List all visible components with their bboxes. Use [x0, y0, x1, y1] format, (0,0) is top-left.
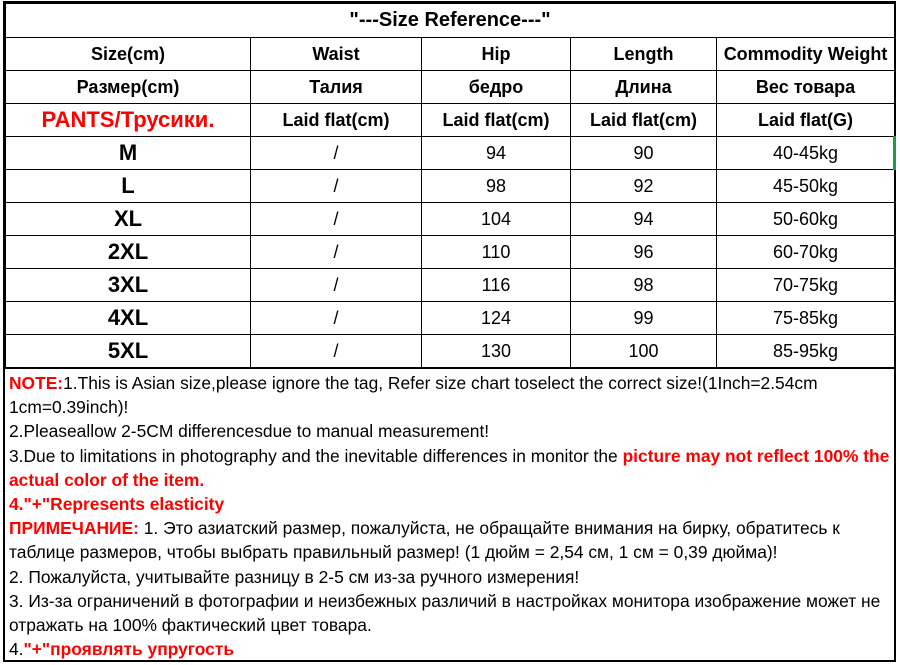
size-cell: XL — [6, 203, 251, 236]
hip-method: Laid flat(cm) — [422, 104, 571, 137]
header-row-ru — [6, 71, 895, 104]
notes-section — [5, 368, 894, 660]
note-label: NOTE: — [9, 373, 64, 393]
header-waist-ru: Талия — [251, 71, 422, 104]
table-row — [6, 203, 895, 236]
waist-cell: / — [251, 236, 422, 269]
length-cell: 100 — [571, 335, 717, 368]
hip-cell: 110 — [422, 236, 571, 269]
header-length: Length — [571, 38, 717, 71]
weight-cell: 85-95kg — [717, 335, 895, 368]
waist-cell: / — [251, 302, 422, 335]
table-row — [6, 137, 895, 170]
note-ru-2: 2. Пожалуйста, учитывайте разницу в 2-5 см из-за ручного измерения! — [9, 566, 580, 587]
length-method: Laid flat(cm) — [571, 104, 717, 137]
hip-cell: 98 — [422, 170, 571, 203]
length-cell: 98 — [571, 269, 717, 302]
weight-method: Laid flat(G) — [717, 104, 895, 137]
header-size-ru: Размер(cm) — [6, 71, 251, 104]
weight-cell: 70-75kg — [717, 269, 895, 302]
length-cell: 96 — [571, 236, 717, 269]
size-reference-sheet — [3, 1, 896, 662]
waist-cell: / — [251, 170, 422, 203]
waist-cell: / — [251, 269, 422, 302]
table-row — [6, 335, 895, 368]
note-1-text: 1.This is Asian size,please ignore the tag, Refer size chart toselect the correct size!(1Inch=2.54cm 1cm=0.39inch)! — [9, 373, 818, 418]
note-3-red: picture may not reflect 100% the actual color of the item. — [9, 445, 890, 490]
note-ru-1 — [9, 516, 891, 564]
header-weight: Commodity Weight — [717, 38, 895, 71]
weight-cell: 45-50kg — [717, 170, 895, 203]
header-weight-ru: Вес товара — [717, 71, 895, 104]
table-row — [6, 236, 895, 269]
size-table — [5, 3, 895, 368]
size-cell: 2XL — [6, 236, 251, 269]
weight-cell: 60-70kg — [717, 236, 895, 269]
size-cell: 4XL — [6, 302, 251, 335]
size-cell: 5XL — [6, 335, 251, 368]
header-length-ru: Длина — [571, 71, 717, 104]
note-ru-1-text: 1. Это азиатский размер, пожалуйста, не обращайте внимания на бирку, обратитесь к таблице размеров, чтобы выбрать правильный размер! (1 дюйм = 2,54 см, 1 см = 0,39 дюйма)! — [9, 518, 840, 563]
size-cell: M — [6, 137, 251, 170]
size-reference-title: "---Size Reference---" — [6, 4, 895, 38]
waist-cell: / — [251, 335, 422, 368]
header-row-method — [6, 104, 895, 137]
length-cell: 94 — [571, 203, 717, 236]
header-waist: Waist — [251, 38, 422, 71]
table-row — [6, 302, 895, 335]
hip-cell: 124 — [422, 302, 571, 335]
weight-cell: 50-60kg — [717, 203, 895, 236]
length-cell: 90 — [571, 137, 717, 170]
hip-cell: 130 — [422, 335, 571, 368]
waist-cell: / — [251, 137, 422, 170]
header-hip-ru: бедро — [422, 71, 571, 104]
header-hip: Hip — [422, 38, 571, 71]
waist-cell: / — [251, 203, 422, 236]
hip-cell: 116 — [422, 269, 571, 302]
hip-cell: 94 — [422, 137, 571, 170]
waist-method: Laid flat(cm) — [251, 104, 422, 137]
note-4: 4."+"Represents elasticity — [9, 494, 225, 515]
weight-cell: 75-85kg — [717, 302, 895, 335]
note-3-text: 3.Due to limitations in photography and the inevitable differences in monitor the — [9, 445, 623, 466]
size-cell: 3XL — [6, 269, 251, 302]
note-ru-4-prefix: 4. — [9, 639, 24, 660]
cell-selection-marker — [893, 136, 896, 170]
size-cell: L — [6, 170, 251, 203]
table-row — [6, 170, 895, 203]
length-cell: 92 — [571, 170, 717, 203]
weight-cell: 40-45kg — [717, 137, 895, 170]
note-ru-4 — [9, 637, 891, 660]
header-row-en — [6, 38, 895, 71]
header-size: Size(cm) — [6, 38, 251, 71]
table-row — [6, 269, 895, 302]
length-cell: 99 — [571, 302, 717, 335]
hip-cell: 104 — [422, 203, 571, 236]
note-3 — [9, 444, 891, 492]
note-ru-4-red: "+"проявлять упругость — [23, 639, 235, 660]
note-ru-label: ПРИМЕЧАНИЕ: — [9, 518, 139, 539]
note-ru-3: 3. Из-за ограничений в фотографии и неизбежных различий в настройках монитора изображение может не отражать на 100% фактический цвет товара. — [9, 590, 881, 636]
note-2: 2.Pleaseallow 2-5CM differencesdue to manual measurement! — [9, 421, 490, 442]
note-1 — [9, 371, 891, 419]
pants-label: PANTS/Трусики. — [6, 104, 251, 137]
